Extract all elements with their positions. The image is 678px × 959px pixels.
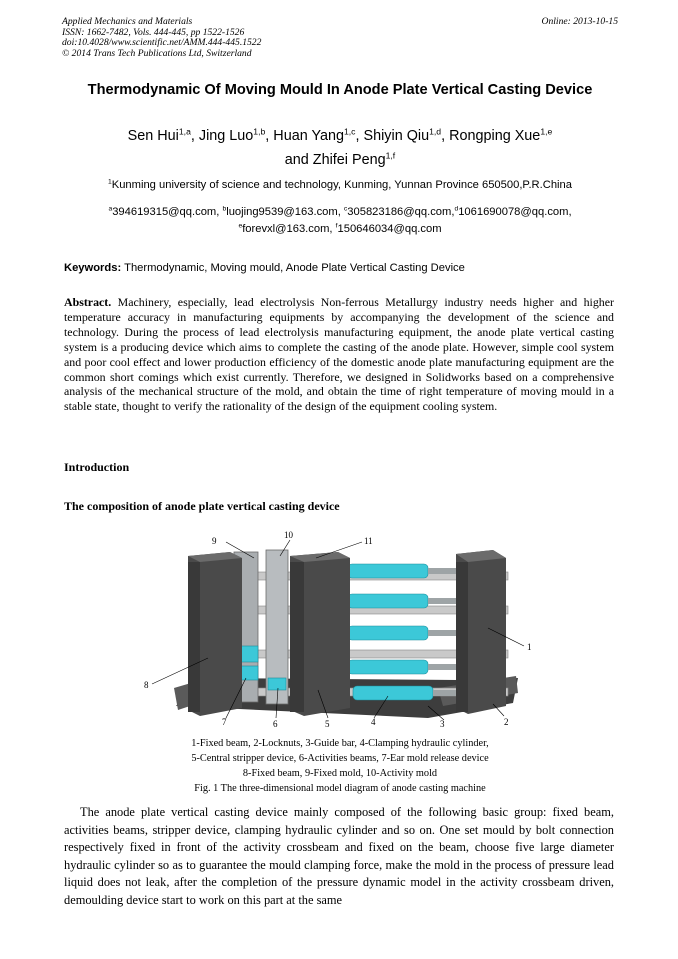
author: Rongping Xue$^{1,e}$ (449, 126, 553, 144)
hydraulic-cylinder (348, 660, 428, 674)
email-list (62, 204, 618, 238)
figure-legend-line: 8-Fixed beam, 9-Fixed mold, 10-Activity mold (242, 768, 438, 780)
author-line-1 (62, 124, 618, 148)
fixed-beam-right (456, 550, 506, 714)
keywords-text: Thermodynamic, Moving mould, Anode Plate Vertical Casting Device (121, 262, 465, 274)
journal-header (62, 17, 618, 59)
abstract (64, 295, 614, 414)
figure-caption (62, 736, 618, 796)
section-heading-introduction: Introduction (64, 460, 130, 474)
casting-machine-figure (138, 528, 538, 730)
part-label: 9 (212, 536, 217, 546)
part-label: 8 (144, 680, 149, 690)
email: $^c$305823186@qq.com, (343, 205, 455, 218)
fixed-beam-left-side (188, 562, 200, 712)
hydraulic-cylinder (353, 686, 433, 700)
hydraulic-cylinder (348, 594, 428, 608)
part-label: 2 (504, 717, 509, 727)
author-list (62, 124, 618, 172)
figure-legend-line: 1-Fixed beam, 2-Locknuts, 3-Guide bar, 4-Clamping hydraulic cylinder, (191, 738, 489, 749)
part-label: 10 (284, 530, 293, 540)
keywords (64, 261, 620, 275)
email: $^f$150646034@qq.com (335, 222, 442, 235)
part-label: 4 (371, 717, 376, 727)
keywords-label: Keywords: (64, 262, 122, 274)
hydraulic-cylinder (348, 626, 428, 640)
author: Shiyin Qiu$^{1,d}$, (363, 126, 450, 144)
activity-beam-side (290, 562, 304, 712)
abstract-label: Abstract. (64, 295, 112, 309)
email-line-1 (62, 204, 618, 221)
abstract-text: Machinery, especially, lead electrolysis Non-ferrous Metallurgy industry needs higher and higher temperature accuracy in manufacturing equipments by accompanying the development of the science and technology. During the process of lead electrolysis manufacturing equipment, the anode plate vertical casting system is a producing device which aims to complete the casting of the anode plate. However, simple cool system and poor cool effect and lower production efficiency of the domestic anode plate manufacturing equipment are the common short comings which exist currently. Therefore, we designed in Solidworks based on a comprehensive analysis of the mechanical structure of the mold, and obtain the time of right temperature of moving mould in a stable state, thought to verify the rationality of the design of the equipment cooling system. (64, 295, 614, 414)
part-label: 6 (273, 719, 278, 729)
author: and Zhifei Peng$^{1,f}$ (284, 150, 396, 168)
email: $^e$forevxl@163.com, (238, 222, 336, 235)
subsection-heading-composition: The composition of anode plate vertical casting device (64, 499, 340, 513)
part-label: 3 (440, 719, 445, 729)
email: $^a$394619315@qq.com, (108, 205, 223, 218)
author: Sen Hui$^{1,a}$, (127, 126, 199, 144)
fixed-beam-left (188, 552, 242, 716)
author: Huan Yang$^{1,c}$, (273, 126, 364, 144)
issn-line: ISSN: 1662-7482, Vols. 444-445, pp 1522-1526 (62, 26, 245, 38)
central-stripper-device (268, 678, 286, 690)
hydraulic-cylinder (348, 564, 428, 578)
email-line-2 (62, 221, 618, 238)
author: Jing Luo$^{1,b}$, (198, 126, 274, 144)
doi-line: doi:10.4028/www.scientific.net/AMM.444-445.1522 (62, 37, 262, 49)
copyright-line: © 2014 Trans Tech Publications Ltd, Switzerland (62, 47, 252, 59)
figure-title: Fig. 1 The three-dimensional model diagram of anode casting machine (194, 783, 486, 795)
online-date: Online: 2013-10-15 (541, 16, 618, 27)
activity-beam (290, 552, 350, 716)
email: $^d$1061690078@qq.com, (454, 205, 572, 218)
email: $^b$luojing9539@163.com, (222, 205, 344, 218)
affiliation: $^1$Kunming university of science and technology, Kunming, Yunnan Province 650500,P.R.China (108, 178, 572, 191)
part-label: 1 (527, 642, 532, 652)
body-paragraph: The anode plate vertical casting device mainly composed of the following basic group: fixed beam, activities beams, stripper device, clamping hydraulic cylinder and so on. One set mould by bolt connection respectively fixed in front of the activity crossbeam and fixed on the beam, choose five large diameter hydraulic cylinder so as to guarantee the mould clamping force, make the mold in the process of pressure lead liquid does not leak, after the completion of the pressure dynamic model in the activity crossbeam driven, demoulding device start to work on this part at the same (64, 805, 614, 907)
fixed-beam-right-side (456, 562, 468, 712)
part-label: 11 (364, 536, 373, 546)
paper-title: Thermodynamic Of Moving Mould In Anode Plate Vertical Casting Device (87, 82, 593, 98)
part-label: 7 (222, 717, 227, 727)
author-line-2 (62, 148, 618, 172)
part-label: 5 (325, 719, 330, 729)
journal-name: Applied Mechanics and Materials (62, 16, 193, 27)
figure-legend-line: 5-Central stripper device, 6-Activities beams, 7-Ear mold release device (191, 753, 489, 765)
